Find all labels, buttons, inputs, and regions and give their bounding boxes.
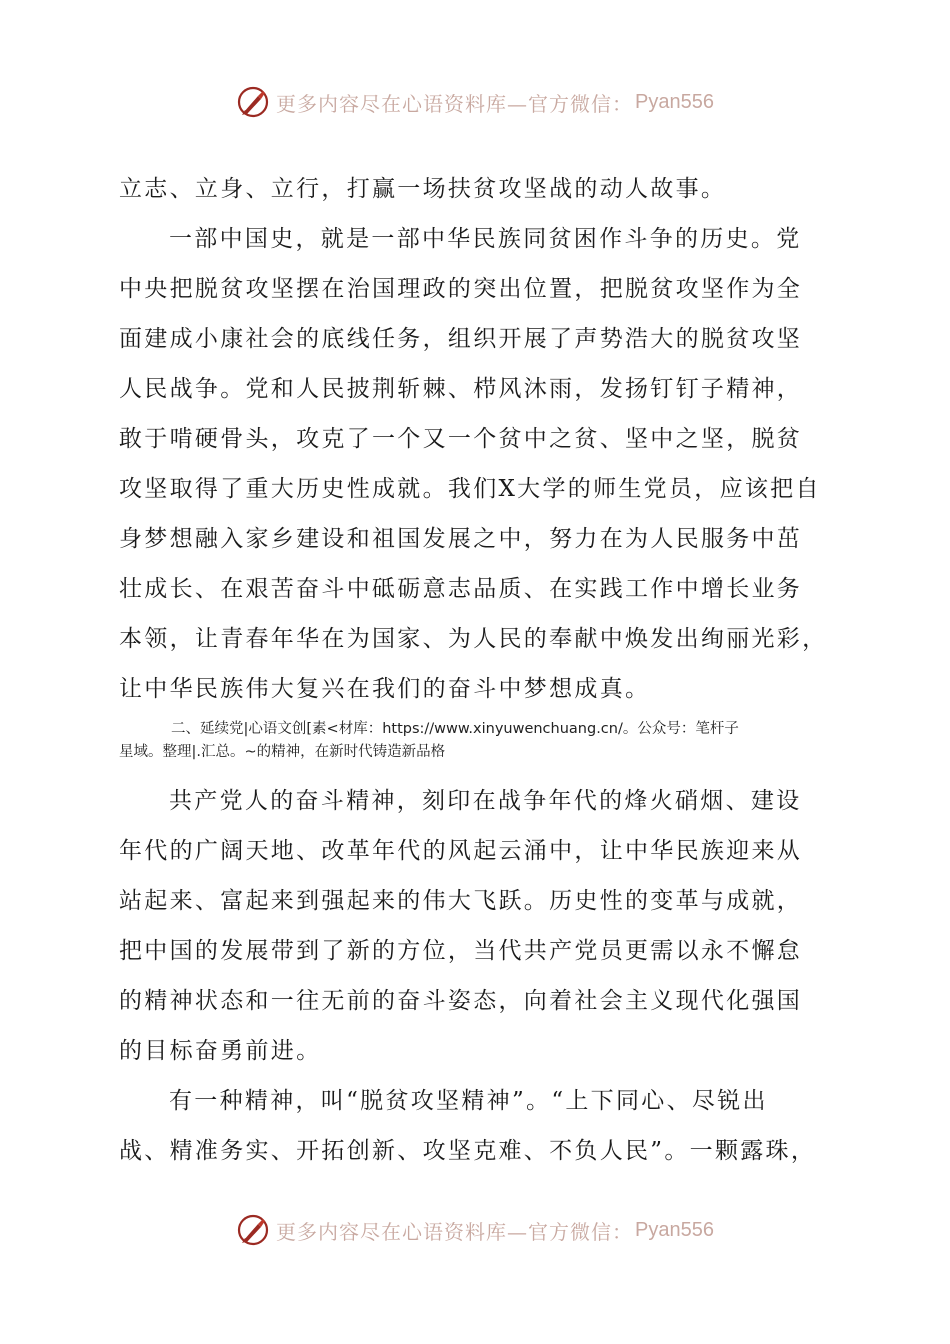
paragraph-4: [119, 1076, 835, 1176]
text-line: 攻坚取得了重大历史性成就。我们X大学的师生党员，应该把自: [119, 476, 821, 502]
text-line: 战、精准务实、开拓创新、攻坚克难、不负人民”。一颗露珠，: [119, 1138, 817, 1164]
text-line: 年代的广阔天地、改革年代的风起云涌中，让中华民族迎来从: [119, 838, 803, 864]
text-line: 的精神状态和一往无前的奋斗姿态，向着社会主义现代化强国: [119, 988, 803, 1014]
text-line: 人民战争。党和人民披荆斩棘、栉风沐雨，发扬钉钉子精神，: [119, 376, 803, 402]
text-line: 的目标奋勇前进。: [119, 1038, 322, 1064]
paragraph-2: [119, 214, 835, 714]
banner-text: 更多内容尽在心语资料库—官方微信：: [276, 91, 634, 116]
banner-text: 更多内容尽在心语资料库—官方微信：: [276, 1219, 634, 1244]
text-line: 把中国的发展带到了新的方位，当代共产党员更需以永不懈怠: [119, 938, 803, 964]
banner-wechat-id: Pyan556: [635, 1218, 714, 1241]
pen-logo-icon: [236, 1213, 270, 1247]
footer-banner: [0, 1208, 950, 1252]
banner-wechat-id: Pyan556: [635, 90, 714, 113]
pen-logo-icon: [236, 85, 270, 119]
text-line: 敢于啃硬骨头，攻克了一个又一个贫中之贫、坚中之坚，脱贫: [119, 426, 803, 452]
text-line: 让中华民族伟大复兴在我们的奋斗中梦想成真。: [119, 676, 651, 702]
text-line: 共产党人的奋斗精神，刻印在战争年代的烽火硝烟、建设: [169, 788, 802, 814]
text-line: 有一种精神，叫“脱贫攻坚精神”。“上下同心、尽锐出: [169, 1088, 768, 1114]
text-line: 身梦想融入家乡建设和祖国发展之中，努力在为人民服务中茁: [119, 526, 803, 552]
header-banner: [0, 80, 950, 124]
heading-line: 二、延续党|心语文创[素<材库：https://www.xinyuwenchuang.cn/。公众号：笔杆子: [171, 721, 739, 737]
text-line: 立志、立身、立行，打赢一场扶贫攻坚战的动人故事。: [119, 176, 727, 202]
text-line: 站起来、富起来到强起来的伟大飞跃。历史性的变革与成就，: [119, 888, 803, 914]
heading-line: 星域。整理|.汇总。~的精神，在新时代铸造新品格: [119, 744, 446, 760]
document-body: [119, 164, 835, 1176]
text-line: 本领，让青春年华在为国家、为人民的奉献中焕发出绚丽光彩，: [119, 626, 828, 652]
text-line: 一部中国史，就是一部中华民族同贫困作斗争的历史。党: [169, 226, 802, 252]
paragraph-1: [119, 164, 835, 214]
text-line: 面建成小康社会的底线任务，组织开展了声势浩大的脱贫攻坚: [119, 326, 803, 352]
section-heading: [119, 718, 835, 764]
text-line: 中央把脱贫攻坚摆在治国理政的突出位置，把脱贫攻坚作为全: [119, 276, 803, 302]
paragraph-3: [119, 776, 835, 1076]
text-line: 壮成长、在艰苦奋斗中砥砺意志品质、在实践工作中增长业务: [119, 576, 803, 602]
